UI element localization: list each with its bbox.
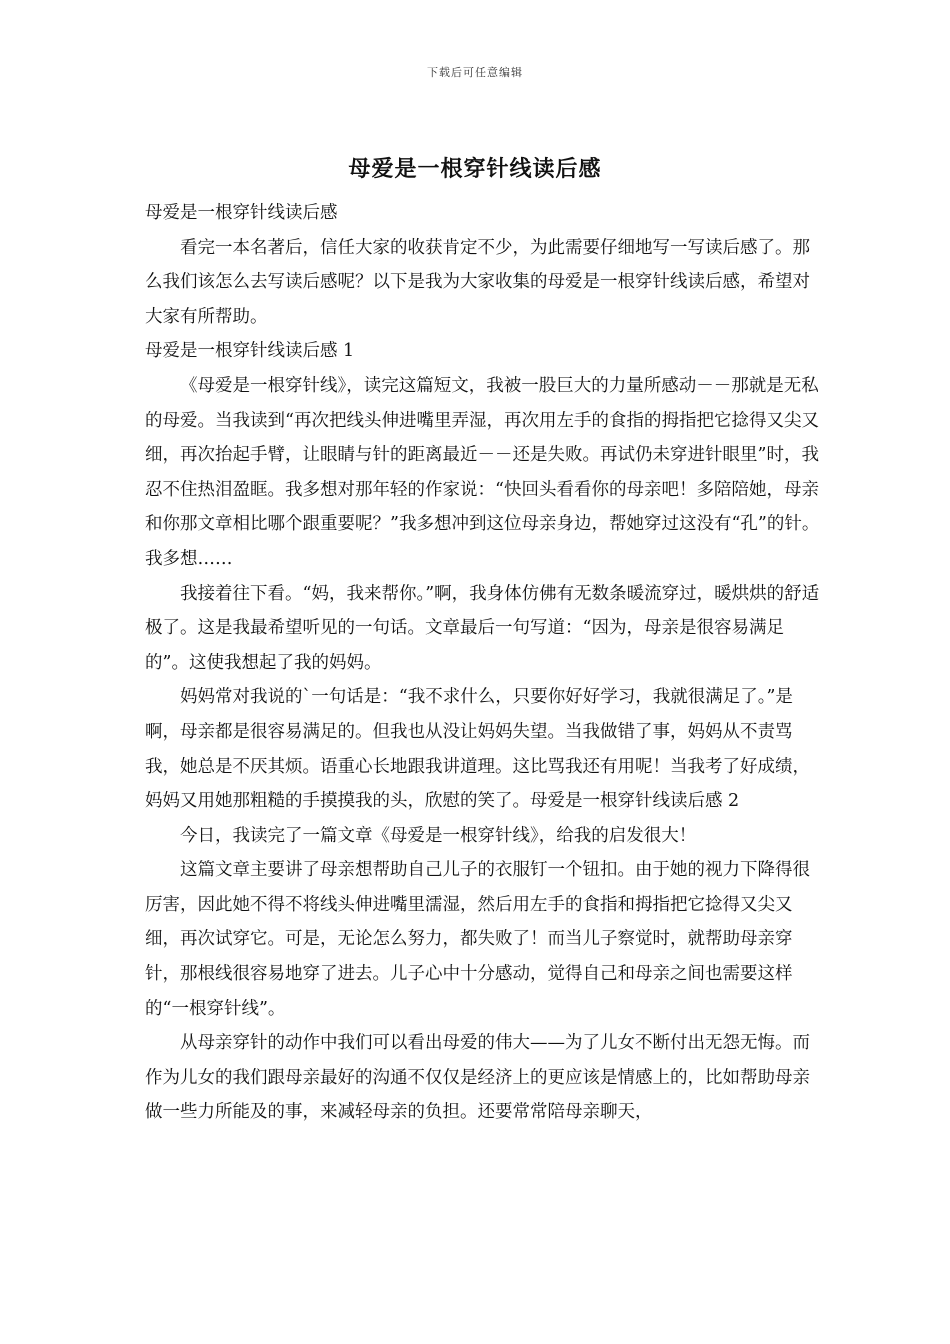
paragraph: 母爱是一根穿针线读后感 1 [145, 341, 355, 362]
paragraph: 从母亲穿针的动作中我们可以看出母爱的伟大——为了儿女不断付出无怨无悔。而作为儿女的我们跟母亲最好的沟通不仅仅是经济上的更应该是情感上的，比如帮助母亲做一些力所能及的事，来减轻母亲的负担。还要常常陪母亲聊天， [145, 1033, 810, 1123]
paragraph: 《母爱是一根穿针线》，读完这篇短文，我被一股巨大的力量所感动－－那就是无私的母爱。当我读到“再次把线头伸进嘴里弄湿，再次用左手的食指的拇指把它捻得又尖又细，再次抬起手臂，让眼睛与针的距离最近－－还是失败。再试仍未穿进针眼里”时，我忍不住热泪盈眶。我多想对那年轻的作家说：“快回头看看你的母亲吧！多陪陪她，母亲和你那文章相比哪个跟重要呢？”我多想冲到这位母亲身边，帮她穿过这没有“孔”的针。我多想…… [145, 375, 820, 569]
paragraph: 我接着往下看。“妈，我来帮你。”啊，我身体仿佛有无数条暖流穿过，暖烘烘的舒适极了。这是我最希望听见的一句话。文章最后一句写道：“因为，母亲是很容易满足的”。这使我想起了我的妈妈。 [145, 583, 820, 673]
document-body [145, 196, 825, 1130]
paragraph: 这篇文章主要讲了母亲想帮助自己儿子的衣服钉一个钮扣。由于她的视力下降得很厉害，因此她不得不将线头伸进嘴里濡湿，然后用左手的食指和拇指把它捻得又尖又细，再次试穿它。可是，无论怎么努力，都失败了！而当儿子察觉时，就帮助母亲穿针，那根线很容易地穿了进去。儿子心中十分感动，觉得自己和母亲之间也需要这样的“一根穿针线”。 [145, 860, 810, 1019]
paragraph: 今日，我读完了一篇文章《母爱是一根穿针线》，给我的启发很大！ [180, 825, 697, 846]
paragraph: 妈妈常对我说的`一句话是：“我不求什么，只要你好好学习，我就很满足了。”是啊，母亲都是很容易满足的。但我也从没让妈妈失望。当我做错了事，妈妈从不责骂我，她总是不厌其烦。语重心长地跟我讲道理。这比骂我还有用呢！当我考了好成绩，妈妈又用她那粗糙的手摸摸我的头，欣慰的笑了。母爱是一根穿针线读后感 2 [145, 687, 810, 812]
paragraph: 母爱是一根穿针线读后感 [145, 203, 338, 223]
paragraph: 看完一本名著后，信任大家的收获肯定不少，为此需要仔细地写一写读后感了。那么我们该怎么去写读后感呢？以下是我为大家收集的母爱是一根穿针线读后感，希望对大家有所帮助。 [145, 237, 810, 327]
header-note: 下载后可任意编辑 [427, 66, 523, 79]
document-title: 母爱是一根穿针线读后感 [348, 156, 602, 182]
